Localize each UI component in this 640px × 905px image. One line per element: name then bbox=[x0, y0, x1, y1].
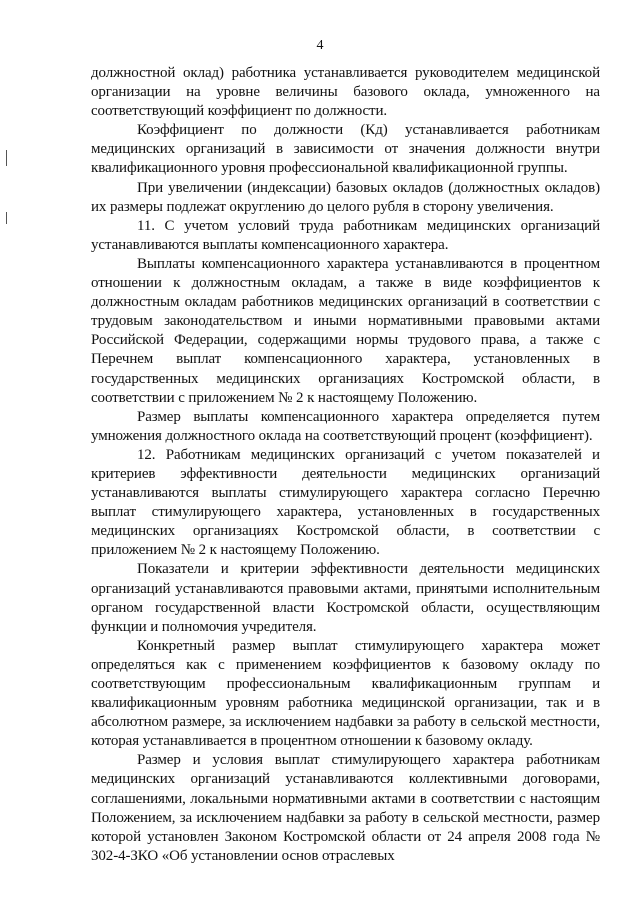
paragraph: должностной оклад) работника устанавливается руководителем медицинской организации на уровне величины базового оклада, умноженного на соответствующий коэффициент по должности. bbox=[91, 65, 600, 120]
paragraph: 12. Работникам медицинских организаций с учетом показателей и критериев эффективности деятельности медицинских организаций устанавливаются выплаты стимулирующего характера согласно Перечню выплат стимулирующего характера, установленных в государственных медицинских организациях Костромской области, в соответствии с приложением № 2 к настоящему Положению. bbox=[91, 446, 600, 559]
paragraph: Размер и условия выплат стимулирующего характера работникам медицинских организаций устанавливаются коллективными договорами, соглашениями, локальными нормативными актами в соответствии с настоящим Положением, за исключением надбавки за работу в сельской местности, размер которой установлен Законом Костромской области от 24 апреля 2008 года № 302-4-ЗКО «Об установлении основ отраслевых bbox=[91, 752, 600, 864]
paragraph: Выплаты компенсационного характера устанавливаются в процентном отношении к должностным окладам, а также в виде коэффициентов к должностным окладам работников медицинских организаций в соответствии с трудовым законодательством и иными нормативными правовыми актами Российской Федерации, содержащими нормы трудового права, а также с Перечнем выплат компенсационного характера, установленных в государственных медицинских организациях Костромской области, в соответствии с приложением № 2 к настоящему Положению. bbox=[91, 255, 600, 406]
paragraph: 11. С учетом условий труда работникам медицинских организаций устанавливаются выплаты компенсационного характера. bbox=[91, 217, 600, 253]
paragraph: Конкретный размер выплат стимулирующего характера может определяться как с применением коэффициентов к базовому окладу по соответствующим профессиональным квалификационным группам и квалификационным уровням работника медицинской организации, так и в абсолютном размере, за исключением надбавки за работу в сельской местности, которая устанавливается в процентном отношении к базовому окладу. bbox=[91, 637, 600, 750]
paragraph: При увеличении (индексации) базовых окладов (должностных окладов) их размеры подлежат округлению до целого рубля в сторону увеличения. bbox=[91, 179, 600, 215]
document-body bbox=[91, 64, 600, 866]
paragraph: Коэффициент по должности (Кд) устанавливается работникам медицинских организаций в зависимости от значения должности внутри квалификационного уровня профессиональной квалификационной группы. bbox=[91, 122, 600, 177]
paragraph: Размер выплаты компенсационного характера определяется путем умножения должностного оклада на соответствующий процент (коэффициент). bbox=[91, 408, 600, 444]
scan-edge-mark bbox=[6, 212, 7, 224]
page-number: 4 bbox=[316, 38, 324, 53]
paragraph: Показатели и критерии эффективности деятельности медицинских организаций устанавливаются правовыми актами, принятыми исполнительным органом государственной власти Костромской области, осуществляющим функции и полномочия учредителя. bbox=[91, 561, 600, 635]
scan-edge-mark bbox=[6, 150, 7, 166]
